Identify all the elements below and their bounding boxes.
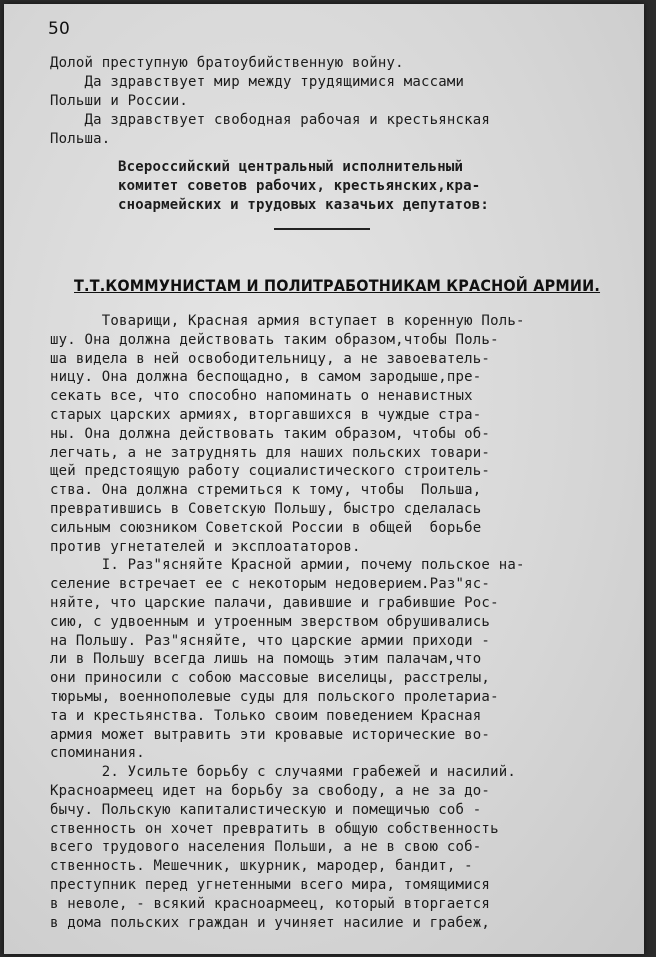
section-divider [274, 228, 370, 230]
signature-line: комитет советов рабочих, крестьянских,кра- [118, 178, 481, 194]
intro-slogans [50, 54, 626, 149]
body-line: ства. Она должна стремиться к тому, чтобы Польша, [50, 482, 482, 499]
body-line: селение встречает ее с некоторым недоверием.Раз"яс- [50, 576, 491, 593]
page-number: 50 [48, 19, 71, 39]
body-line: ша видела в ней освободительницу, а не завоеватель- [50, 350, 491, 367]
body-line: на Польшу. Раз"ясняйте, что царские армии приходи - [50, 632, 491, 649]
intro-line: Да здравствует мир между трудящимися массами [50, 74, 465, 90]
body-line: шу. Она должна действовать таким образом,чтобы Поль- [50, 331, 499, 348]
body-line: преступник перед угнетенными всего мира, томящимися [50, 876, 491, 893]
body-line: превратившись в Советскую Польшу, быстро сделалась [50, 500, 482, 517]
body-line: в дома польских граждан и учиняет насилие и грабеж, [50, 914, 491, 931]
body-line: армия может вытравить эти кровавые исторические во- [50, 726, 491, 743]
body-line: тюрьмы, военнополевые суды для польского пролетариа- [50, 688, 499, 705]
body-line: секать все, что способно напоминать о ненавистных [50, 388, 473, 405]
document-page [4, 4, 644, 954]
body-line: щей предстоящую работу социалистического строитель- [50, 463, 491, 480]
body-line: та и крестьянства. Только своим поведением Красная [50, 707, 482, 724]
body-line: бычу. Польскую капиталистическую и помещичью соб - [50, 801, 482, 818]
body-line: в неволе, - всякий красноармеец, который вторгается [50, 895, 491, 912]
body-line: сию, с удвоенным и утроенным зверством обрушивались [50, 613, 491, 630]
intro-line: Польша. [50, 131, 111, 147]
body-line: сильным союзником Советской России в общей борьбе [50, 519, 482, 536]
body-line: I. Раз"ясняйте Красной армии, почему польское на- [50, 557, 525, 574]
body-line: ственность он хочет превратить в общую собственность [50, 820, 499, 837]
signature-line: сноармейских и трудовых казачьих депутатов: [118, 197, 490, 213]
body-line: ственность. Мешечник, шкурник, мародер, бандит, - [50, 858, 473, 875]
intro-line: Долой преступную братоубийственную войну. [50, 55, 404, 71]
body-text [50, 312, 626, 932]
body-line: против угнетателей и эксплоататоров. [50, 538, 361, 555]
signature-block [118, 158, 626, 215]
section-heading: Т.Т.КОММУНИСТАМ И ПОЛИТРАБОТНИКАМ КРАСНОЙ АРМИИ. [74, 276, 601, 295]
body-line: споминания. [50, 745, 145, 762]
body-line: Красноармеец идет на борьбу за свободу, а не за до- [50, 782, 491, 799]
body-line: старых царских армиях, вторгавшихся в чуждые стра- [50, 406, 482, 423]
body-line: ли в Польшу всегда лишь на помощь этим палачам,что [50, 651, 482, 668]
body-line: легчать, а не затруднять для наших польских товари- [50, 444, 491, 461]
signature-line: Всероссийский центральный исполнительный [118, 159, 464, 175]
intro-line: Польши и России. [50, 93, 189, 109]
intro-line: Да здравствует свободная рабочая и крестьянская [50, 112, 491, 128]
body-line: Товарищи, Красная армия вступает в коренную Поль- [50, 313, 525, 329]
body-line: няйте, что царские палачи, давившие и грабившие Рос- [50, 594, 499, 611]
body-line: ницу. Она должна беспощадно, в самом зародыше,пре- [50, 369, 482, 386]
body-line: всего трудового населения Польши, а не в свою соб- [50, 839, 482, 856]
body-line: 2. Усильте борьбу с случаями грабежей и насилий. [50, 764, 516, 781]
body-line: они приносили с собою массовые виселицы, расстрелы, [50, 670, 491, 687]
body-line: ны. Она должна действовать таким образом, чтобы об- [50, 425, 491, 442]
